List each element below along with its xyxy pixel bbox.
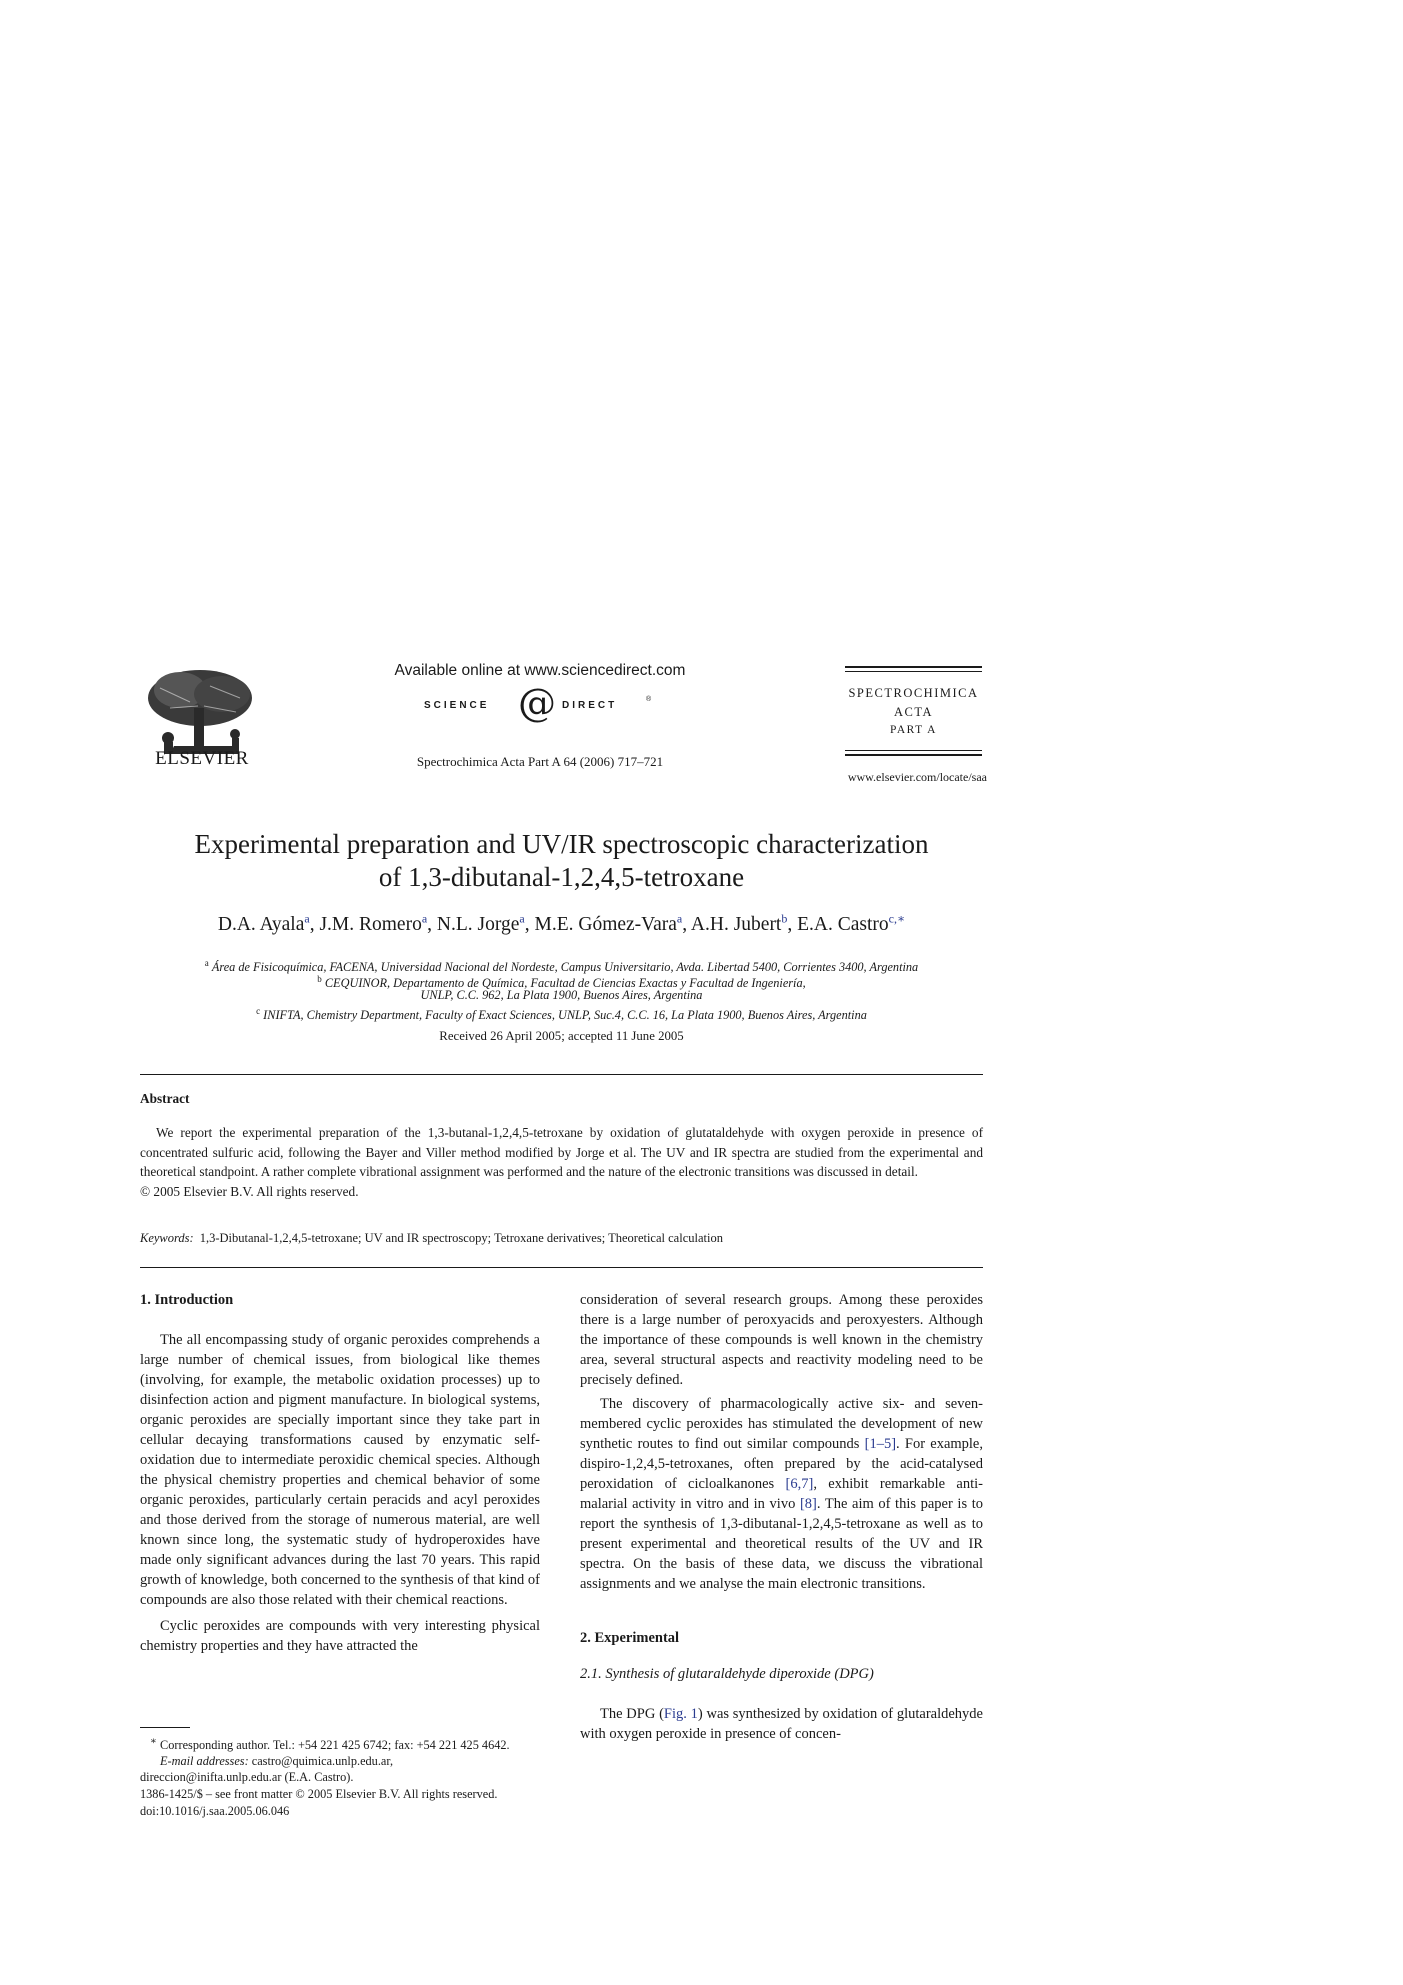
affiliation-c: $^c$ INIFTA, Chemistry Department, Faculty of Exact Sciences, UNLP, Suc.4, C.C. 16, La Plata 1900, Buenos Aires, Argentina [256, 1006, 867, 1023]
publisher-wordmark: ELSEVIER [155, 748, 249, 769]
doi-link[interactable]: doi:10.1016/j.saa.2005.06.046 [140, 1804, 290, 1818]
journal-url[interactable]: www.elsevier.com/locate/saa [847, 770, 987, 784]
abstract-body [140, 1123, 983, 1201]
available-online-text: Available online at www.sciencedirect.com [394, 662, 686, 679]
experimental-paragraph-1: The DPG (Fig. 1) was synthesized by oxidation of glutaraldehyde with oxygen peroxide in presence of concen- [580, 1706, 983, 1742]
keywords-label: Keywords: [140, 1231, 194, 1245]
subsection-heading-synthesis: 2.1. Synthesis of glutaraldehyde diperoxide (DPG) [580, 1666, 874, 1682]
intro-paragraph-1: The all encompassing study of organic peroxides comprehends a large number of chemical issues, from biological like themes (involving, for example, the metabolic oxidation processes) up to disinfection action and pigment manufacture. In biological systems, organic peroxides are specially important since they take part in cellular decaying transformations caused by enzymatic self-oxidation due to intermediate peroxidic chemical species. Although the physical chemistry properties and chemical behavior of some organic peroxides, particularly certain peracids and acyl peroxides and those derived from the storage of numerous material, are well known since long, the systematic study of hydroperoxides have made only significant advances during the last 70 years. This rapid growth of knowledge, both concerned to the synthesis of that kind of compounds are also those related with their chemical reactions. [140, 1332, 540, 1608]
affiliation-a: $^a$ Área de Fisicoquímica, FACENA, Universidad Nacional del Nordeste, Campus Universitario, Avda. Libertad 5400, Corrientes 3400, Argentina [204, 958, 919, 975]
sciencedirect-logo [420, 683, 660, 723]
author: N.L. Jorge$^a$, [436, 911, 535, 935]
affiliation-link[interactable]: a [676, 911, 683, 925]
affiliation-b-cont: UNLP, C.C. 962, La Plata 1900, Buenos Aires, Argentina [420, 988, 703, 1002]
footnote-mark: ∗ [150, 1736, 157, 1747]
citation-link[interactable]: [8] [799, 1496, 817, 1512]
author-list [140, 911, 983, 936]
sd-left-word: SCIENCE [424, 700, 490, 711]
citation-link[interactable]: [1–5] [864, 1436, 897, 1452]
keywords [140, 1231, 983, 1246]
affiliation-b: $^b$ CEQUINOR, Departamento de Química, Facultad de Ciencias Exactas y Facultad de Ingeniería, [317, 974, 806, 991]
footnote-rule [140, 1727, 190, 1728]
affiliation-link[interactable]: c,∗ [888, 911, 906, 925]
rule-bottom [140, 1267, 983, 1268]
received-dates: Received 26 April 2005; accepted 11 June 2005 [439, 1029, 684, 1043]
left-column [140, 1290, 540, 1656]
corresponding-author-footnote: ∗ Corresponding author. Tel.: +54 221 425 6742; fax: +54 221 425 4642. E-mail addresses: castro@quimica.unlp.edu.ar, direccion@inifta.unlp.edu.ar (E.A. Castro). [140, 1734, 540, 1785]
abstract-heading: Abstract [140, 1091, 190, 1106]
author: E.A. Castro$^{c,∗}$ [797, 911, 906, 935]
author: A.H. Jubert$^b$, [690, 911, 798, 935]
keywords-text: 1,3-Dibutanal-1,2,4,5-tetroxane; UV and IR spectroscopy; Tetroxane derivatives; Theoretical calculation [199, 1231, 723, 1245]
journal-name-line2: ACTA [893, 705, 934, 719]
issn-line: 1386-1425/$ – see front matter © 2005 Elsevier B.V. All rights reserved. [140, 1787, 498, 1801]
author: D.A. Ayala$^a$, [217, 911, 320, 935]
intro-paragraph-3: The discovery of pharmacologically active six- and seven-membered cyclic peroxides has stimulated the development of new synthetic routes to find out similar compounds [1–5]. For example, dispiro-1,2,4,5-tetroxanes, often prepared by the acid-catalysed peroxidation of cicloalkanones [6,7], exhibit remarkable anti-malarial activity in vitro and in vivo [8]. The aim of this paper is to report the synthesis of 1,3-dibutanal-1,2,4,5-tetroxane as well as to present experimental and theoretical results of the UV and IR spectra. On the basis of these data, we discuss the vibrational assignments and we analyse the main electronic transitions. [580, 1396, 983, 1592]
intro-paragraph-continued: consideration of several research groups. Among these peroxides there is a large number of peroxyacids and peroxyesters. Although the importance of these compounds is well known in the chemistry area, several structural aspects and reactivity modeling need to be precisely defined. [580, 1292, 983, 1388]
abstract-text: We report the experimental preparation of the 1,3-butanal-1,2,4,5-tetroxane by oxidation of glutataldehyde with oxygen peroxide in presence of concentrated sulfuric acid, following the Bayer and Viller method modified by Jorge et al. The UV and IR spectra are studied from the experimental and theoretical standpoint. A rather complete vibrational assignment was performed and the nature of the electronic transitions was discussed in detail. [140, 1125, 983, 1179]
affiliation-link[interactable]: b [781, 911, 788, 925]
affiliation-link[interactable]: a [421, 911, 428, 925]
section-heading-introduction: 1. Introduction [140, 1292, 234, 1308]
intro-paragraph-2: Cyclic peroxides are compounds with very interesting physical chemistry properties and they have attracted the [140, 1618, 540, 1654]
affiliation-link[interactable]: a [519, 911, 525, 925]
right-column [580, 1290, 983, 1744]
sd-at-symbol: @ [518, 683, 556, 723]
affiliation-link[interactable]: a [304, 911, 310, 925]
journal-masthead [845, 666, 982, 759]
title-line-2: of 1,3-dibutanal-1,2,4,5-tetroxane [378, 862, 745, 892]
email-link-2[interactable]: direccion@inifta.unlp.edu.ar (E.A. Castro). [140, 1770, 354, 1785]
sd-right-word: DIRECT [562, 700, 618, 711]
front-matter [140, 1786, 497, 1820]
rule-top [140, 1074, 983, 1075]
author: M.E. Gómez-Vara$^a$, [534, 911, 691, 935]
journal-citation: Spectrochimica Acta Part A 64 (2006) 717–721 [416, 754, 664, 769]
article-title [140, 828, 983, 894]
abstract-copyright: © 2005 Elsevier B.V. All rights reserved. [140, 1183, 359, 1199]
figure-link[interactable]: Fig. 1 [663, 1706, 698, 1722]
journal-name-line1: SPECTROCHIMICA [848, 686, 979, 700]
section-heading-experimental: 2. Experimental [580, 1630, 680, 1646]
title-line-1: Experimental preparation and UV/IR spectroscopic characterization [194, 829, 929, 859]
author: J.M. Romero$^a$, [319, 911, 437, 935]
citation-link[interactable]: [6,7] [785, 1476, 814, 1492]
journal-part: PART A [890, 724, 937, 736]
email-link[interactable]: castro@quimica.unlp.edu.ar, [251, 1754, 394, 1769]
sd-registered-mark: ® [646, 696, 652, 703]
